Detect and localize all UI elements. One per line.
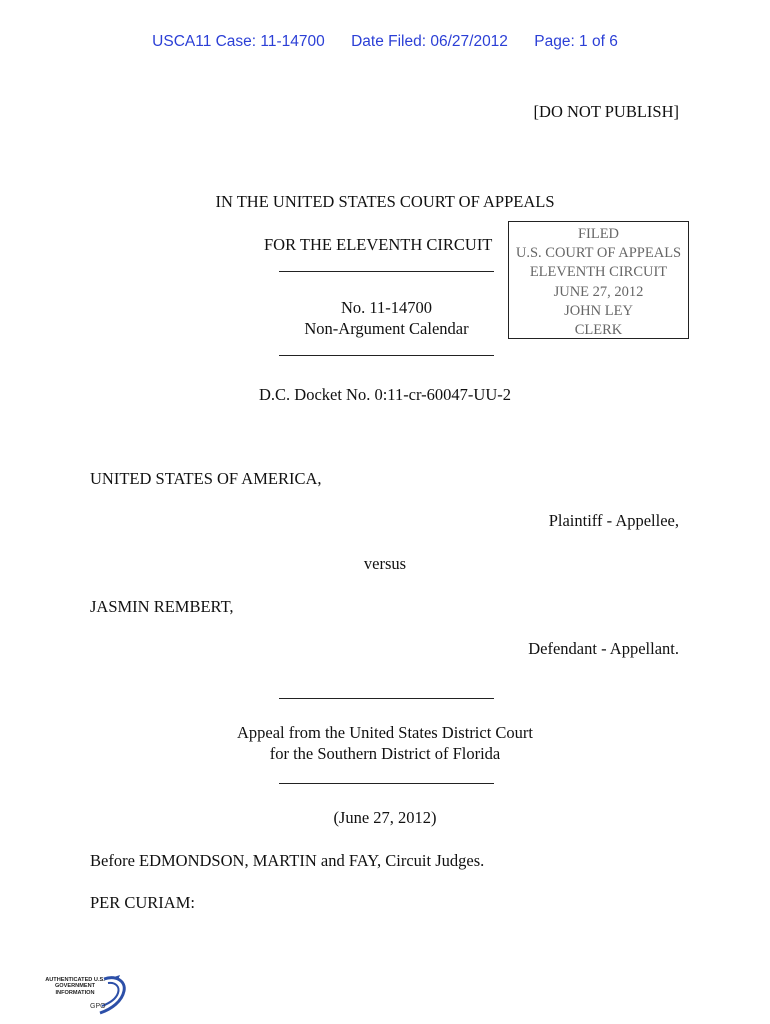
court-name-line2: FOR THE ELEVENTH CIRCUIT	[264, 235, 493, 254]
stamp-line: CLERK	[574, 322, 623, 339]
gpo-seal-sub: GPO	[90, 1003, 106, 1010]
stamp-line: ELEVENTH CIRCUIT	[529, 264, 668, 281]
header-date-filed: Date Filed: 06/27/2012	[351, 33, 508, 50]
eagle-icon	[44, 973, 130, 1019]
header-page-count: Page: 1 of 6	[534, 33, 618, 50]
gpo-authentication-seal	[44, 973, 130, 1019]
defendant-name: JASMIN REMBERT,	[90, 597, 234, 616]
appeal-line1: Appeal from the United States District Court	[236, 723, 534, 742]
defendant-role: Defendant - Appellant.	[528, 639, 679, 658]
ecf-header	[0, 33, 770, 51]
stamp-line: FILED	[577, 226, 620, 242]
calendar-type: Non-Argument Calendar	[304, 319, 469, 338]
court-name-line1: IN THE UNITED STATES COURT OF APPEALS	[215, 192, 555, 211]
stamp-line: JUNE 27, 2012	[553, 283, 644, 300]
divider-rule	[279, 271, 494, 272]
divider-rule	[279, 355, 494, 356]
plaintiff-role: Plaintiff - Appellee,	[548, 511, 679, 530]
gpo-seal-text: AUTHENTICATED U.S. GOVERNMENT INFORMATION	[45, 977, 105, 996]
filed-stamp	[508, 221, 689, 339]
stamp-line: U.S. COURT OF APPEALS	[515, 245, 682, 262]
per-curiam-heading: PER CURIAM:	[90, 893, 195, 912]
plaintiff-name: UNITED STATES OF AMERICA,	[90, 469, 322, 488]
appeal-line2: for the Southern District of Florida	[269, 744, 501, 763]
publish-status: [DO NOT PUBLISH]	[533, 102, 679, 121]
divider-rule	[279, 783, 494, 784]
divider-rule	[279, 698, 494, 699]
header-case-number: USCA11 Case: 11-14700	[152, 33, 325, 50]
case-number: No. 11-14700	[340, 298, 433, 317]
panel-judges: Before EDMONDSON, MARTIN and FAY, Circuit Judges.	[90, 851, 485, 870]
decision-date: (June 27, 2012)	[333, 808, 437, 827]
docket-number: D.C. Docket No. 0:11-cr-60047-UU-2	[258, 385, 511, 404]
versus-label: versus	[363, 554, 407, 573]
stamp-line: JOHN LEY	[564, 302, 633, 319]
